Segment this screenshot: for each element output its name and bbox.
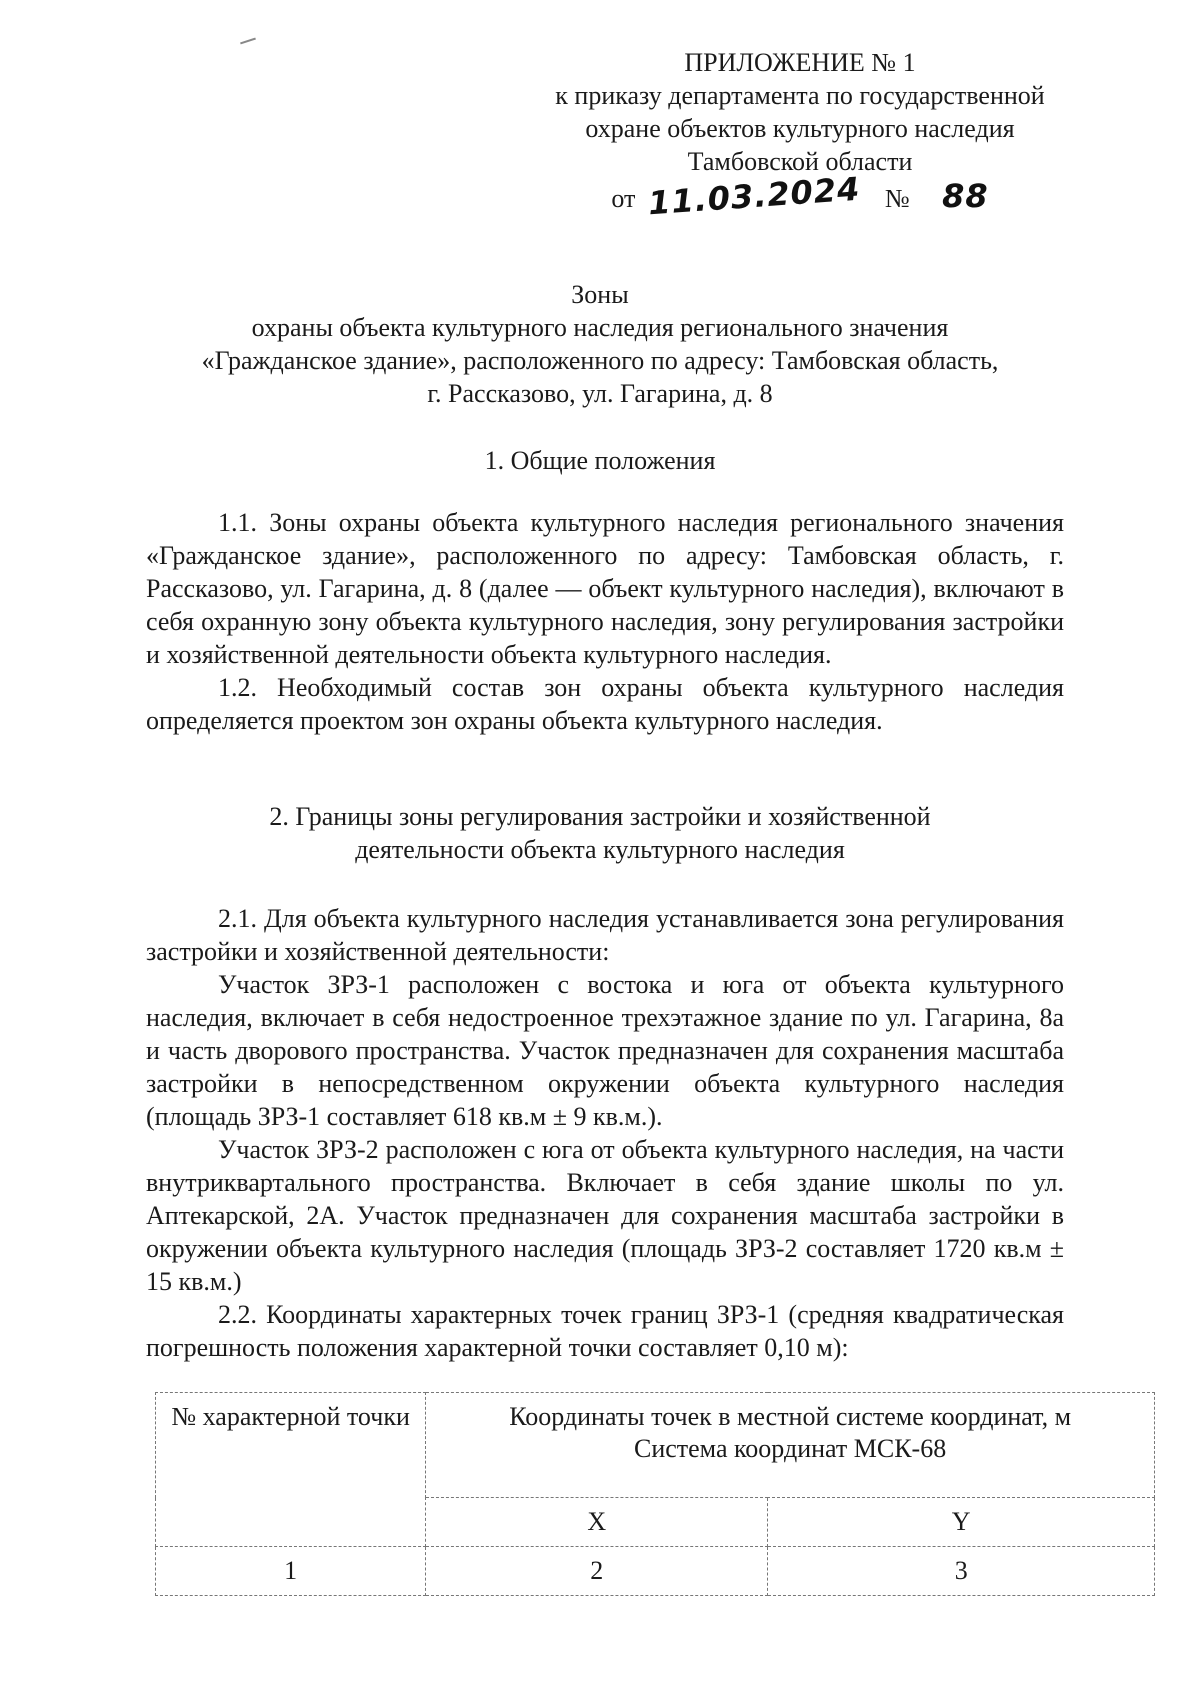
- section-1-heading-text: 1. Общие положения: [484, 446, 716, 475]
- section-1-body: [146, 506, 1064, 737]
- annex-region: Тамбовской области: [687, 147, 913, 176]
- handwritten-order-number: 88: [942, 177, 989, 215]
- section-1-heading: [130, 444, 1070, 477]
- title-line-1: Зоны: [571, 280, 629, 309]
- annex-order-ref: к приказу департамента по государственной: [555, 81, 1045, 110]
- table-row: [156, 1547, 1155, 1596]
- section-2-heading: [130, 800, 1070, 866]
- table-header-row: [156, 1393, 1155, 1498]
- paragraph-2-2: 2.2. Координаты характерных точек границ ЗРЗ-1 (средняя квадратическая погрешность положения характерной точки составляет 0,10 м):: [146, 1300, 1064, 1362]
- title-line-4: г. Рассказово, ул. Гагарина, д. 8: [427, 379, 773, 408]
- number-sign: №: [884, 184, 910, 213]
- document-title: [130, 278, 1070, 410]
- date-prefix: от: [611, 184, 636, 213]
- header-coordinates-line-1: Координаты точек в местной системе координат, м: [509, 1402, 1072, 1431]
- paragraph-2-1: 2.1. Для объекта культурного наследия устанавливается зона регулирования застройки и хозяйственной деятельности:: [146, 904, 1064, 966]
- stray-pen-mark: [240, 38, 256, 45]
- paragraph-1-1: 1.1. Зоны охраны объекта культурного наследия регионального значения «Гражданское здание», расположенного по адресу: Тамбовская область, г. Рассказово, ул. Гагарина, д. 8 (далее — объект культурного наследия), включают в себя охранную зону объекта культурного наследия, зону регулирования застройки и хозяйственной деятельности объекта культурного наследия.: [146, 508, 1064, 669]
- handwritten-date: 11.03.2024: [646, 169, 862, 223]
- annex-order-ref-2: охране объектов культурного наследия: [585, 114, 1015, 143]
- header-y: Y: [768, 1498, 1155, 1547]
- annex-date-line: [520, 169, 1080, 223]
- header-coordinates-line-2: Система координат МСК-68: [633, 1434, 947, 1463]
- annex-number: ПРИЛОЖЕНИЕ № 1: [684, 48, 916, 77]
- section-2-heading-line-1: 2. Границы зоны регулирования застройки и хозяйственной: [269, 802, 931, 831]
- annex-header: [520, 46, 1080, 223]
- paragraph-1-2: 1.2. Необходимый состав зон охраны объекта культурного наследия определяется проектом зон охраны объекта культурного наследия.: [146, 673, 1064, 735]
- paragraph-zrz-2: Участок ЗРЗ-2 расположен с юга от объекта культурного наследия, на части внутриквартального пространства. Включает в себя здание школы по ул. Аптекарской, 2А. Участок предназначен для сохранения масштаба застройки в окружении объекта культурного наследия (площадь ЗРЗ-2 составляет 1720 кв.м ± 15 кв.м.): [146, 1135, 1064, 1296]
- header-point-number: № характерной точки: [156, 1393, 426, 1547]
- header-coordinates: [426, 1393, 1155, 1498]
- column-number-1: 1: [156, 1547, 426, 1596]
- column-number-2: 2: [426, 1547, 768, 1596]
- title-line-2: охраны объекта культурного наследия регионального значения: [251, 313, 949, 342]
- header-x: X: [426, 1498, 768, 1547]
- paragraph-zrz-1: Участок ЗРЗ-1 расположен с востока и юга от объекта культурного наследия, включает в себя недостроенное трехэтажное здание по ул. Гагарина, 8а и часть дворового пространства. Участок предназначен для сохранения масштаба застройки в непосредственном окружении объекта культурного наследия (площадь ЗРЗ-1 составляет 618 кв.м ± 9 кв.м.).: [146, 970, 1064, 1131]
- section-2-body: [146, 902, 1064, 1364]
- section-2-heading-line-2: деятельности объекта культурного наследия: [355, 835, 845, 864]
- title-line-3: «Гражданское здание», расположенного по адресу: Тамбовская область,: [201, 346, 999, 375]
- coordinates-table: [155, 1392, 1155, 1596]
- column-number-3: 3: [768, 1547, 1155, 1596]
